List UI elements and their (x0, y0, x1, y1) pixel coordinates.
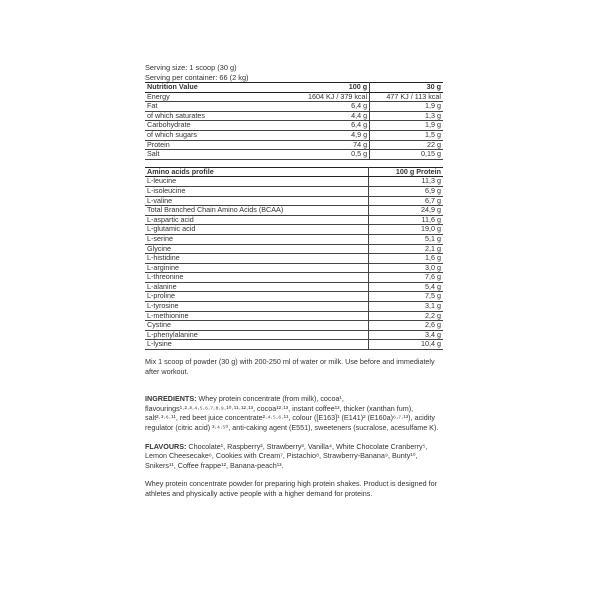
serving-size: Serving size: 1 scoop (30 g) (145, 63, 237, 72)
nutrient-per-30g: 477 KJ / 113 kcal (370, 92, 443, 102)
amino-value: 10,4 g (369, 340, 444, 350)
amino-value: 19,0 g (369, 225, 444, 235)
ingredients-paragraph (145, 394, 447, 432)
amino-name: L-valine (145, 196, 369, 206)
amino-row (145, 302, 443, 312)
product-info-sheet (145, 63, 447, 499)
amino-value: 7,6 g (369, 273, 444, 283)
ingredients-text: Whey protein concentrate (from milk), cocoa¹, flavourings¹·²·³·⁴·⁵·⁶·⁷·⁸·⁹·¹⁰·¹¹·¹²·¹³, cocoa¹²·¹³, instant coffee¹³, thicker (xanthan fum), salt²·³·⁶·¹¹, red beet juice concentrate²·⁴·⁵·⁶·¹¹, colour ([E163]¹ (E141)² (E160a)⁶·⁷·¹³), acidity regulator (citric acid) ³·⁴·⁵⁰, anti-caking agent (E551), sweeteners (sucralose, acesulfame K). (145, 394, 439, 432)
amino-value: 3,1 g (369, 302, 444, 312)
amino-name: Total Branched Chain Amino Acids (BCAA) (145, 206, 369, 216)
amino-name: L-phenylalanine (145, 330, 369, 340)
amino-row (145, 311, 443, 321)
nutrient-per-100g: 6,4 g (296, 121, 370, 131)
amino-value: 7,5 g (369, 292, 444, 302)
amino-name: L-aspartic acid (145, 215, 369, 225)
amino-header-row (145, 167, 443, 177)
amino-row (145, 254, 443, 264)
nutrition-row (145, 92, 443, 102)
amino-value: 6,7 g (369, 196, 444, 206)
amino-value: 11,3 g (369, 177, 444, 187)
amino-value: 5,4 g (369, 282, 444, 292)
nutrient-per-100g: 6,4 g (296, 102, 370, 112)
nutrient-per-30g: 1,9 g (370, 121, 443, 131)
amino-row (145, 263, 443, 273)
nutrient-per-100g: 74 g (296, 140, 370, 150)
amino-row (145, 177, 443, 187)
amino-name: L-leucine (145, 177, 369, 187)
usage-instructions: Mix 1 scoop of powder (30 g) with 200-250 ml of water or milk. Use before and immediately after workout. (145, 357, 435, 376)
amino-name: L-lysine (145, 340, 369, 350)
amino-value: 3,4 g (369, 330, 444, 340)
nutrient-per-30g: 1,9 g (370, 102, 443, 112)
nutrient-per-30g: 1,3 g (370, 111, 443, 121)
amino-row (145, 273, 443, 283)
nutrient-name: Carbohydrate (145, 121, 296, 131)
amino-name: L-serine (145, 234, 369, 244)
amino-name: Cystine (145, 321, 369, 331)
amino-value: 5,1 g (369, 234, 444, 244)
nutrition-header-30g: 30 g (370, 83, 443, 93)
servings-per-container: Serving per container: 66 (2 kg) (145, 72, 249, 82)
ingredients-label: INGREDIENTS: (145, 394, 197, 404)
nutrition-row (145, 130, 443, 140)
nutrient-per-30g: 1,5 g (370, 130, 443, 140)
amino-header-label: Amino acids profile (145, 167, 369, 177)
nutrition-header-100g: 100 g (296, 83, 370, 93)
nutrition-row (145, 102, 443, 112)
amino-value: 2,2 g (369, 311, 444, 321)
nutrient-per-30g: 0,15 g (370, 150, 443, 160)
nutrient-name: Fat (145, 102, 296, 112)
nutrient-name: Energy (145, 92, 296, 102)
amino-name: L-proline (145, 292, 369, 302)
nutrient-per-100g: 0,5 g (296, 150, 370, 160)
nutrient-per-100g: 1604 KJ / 379 kcal (296, 92, 370, 102)
amino-row (145, 282, 443, 292)
amino-row (145, 321, 443, 331)
amino-name: Glycine (145, 244, 369, 254)
flavours-paragraph (145, 442, 447, 471)
amino-name: L-tyrosine (145, 302, 369, 312)
nutrition-table (145, 82, 443, 160)
amino-row (145, 186, 443, 196)
amino-row (145, 340, 443, 350)
amino-name: L-glutamic acid (145, 225, 369, 235)
amino-value: 3,0 g (369, 263, 444, 273)
nutrition-row (145, 140, 443, 150)
nutrient-name: Protein (145, 140, 296, 150)
amino-value: 24,9 g (369, 206, 444, 216)
amino-row (145, 244, 443, 254)
nutrient-name: of which sugars (145, 130, 296, 140)
amino-name: L-isoleucine (145, 186, 369, 196)
amino-acids-table (145, 167, 443, 350)
amino-row (145, 206, 443, 216)
nutrition-row (145, 150, 443, 160)
amino-name: L-histidine (145, 254, 369, 264)
amino-header-unit: 100 g Protein (369, 167, 444, 177)
amino-value: 2,1 g (369, 244, 444, 254)
amino-row (145, 234, 443, 244)
amino-name: L-arginine (145, 263, 369, 273)
nutrient-per-100g: 4,4 g (296, 111, 370, 121)
amino-name: L-methionine (145, 311, 369, 321)
amino-value: 6,9 g (369, 186, 444, 196)
amino-row (145, 292, 443, 302)
nutrient-per-100g: 4,9 g (296, 130, 370, 140)
amino-row (145, 225, 443, 235)
amino-row (145, 330, 443, 340)
nutrition-header-label: Nutrition Value (145, 83, 296, 93)
amino-value: 1,6 g (369, 254, 444, 264)
nutrient-name: of which saturates (145, 111, 296, 121)
nutrition-header-row (145, 83, 443, 93)
flavours-text: Chocolate¹, Raspberry², Strawberry³, Vanilla⁴, White Chocolate Cranberry⁵, Lemon Cheesecake⁶, Cookies with Cream⁷, Pistachio⁸, Strawberry-Banana⁹, Bunty¹⁰, Snikers¹¹, Coffee frappe¹², Banana-peach¹³. (145, 441, 428, 470)
flavours-label: FLAVOURS: (145, 441, 187, 451)
nutrient-name: Salt (145, 150, 296, 160)
product-description: Whey protein concentrate powder for preparing high protein shakes. Product is designed for athletes and physically active people with a higher demand for proteins. (145, 479, 438, 498)
nutrient-per-30g: 22 g (370, 140, 443, 150)
amino-name: L-alanine (145, 282, 369, 292)
amino-value: 11,6 g (369, 215, 444, 225)
amino-name: L-threonine (145, 273, 369, 283)
amino-value: 2,6 g (369, 321, 444, 331)
